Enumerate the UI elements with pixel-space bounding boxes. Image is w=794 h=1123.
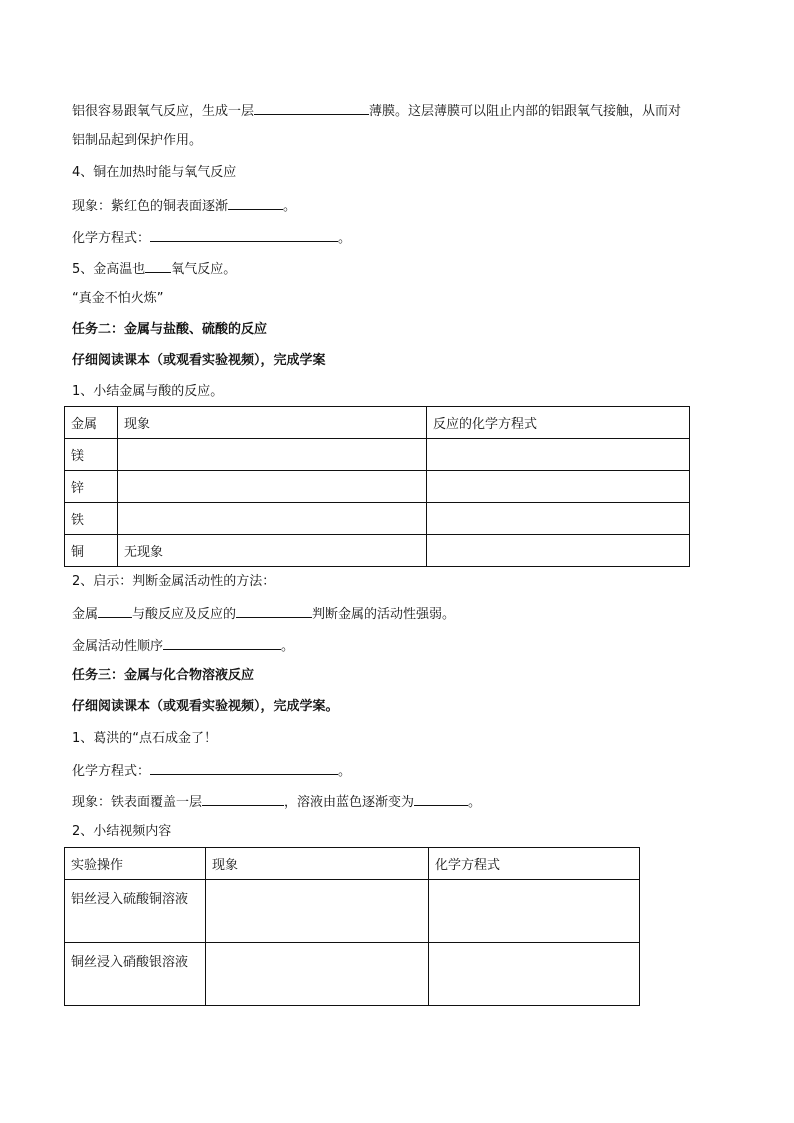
- metal-cell: 铜: [65, 535, 118, 567]
- text: 金属: [72, 607, 99, 622]
- text: 。: [281, 639, 295, 654]
- fill-blank[interactable]: [98, 603, 132, 618]
- fill-blank[interactable]: [163, 635, 281, 650]
- table-header: 化学方程式: [429, 848, 640, 880]
- text: 。: [468, 795, 482, 810]
- phenomenon-cell[interactable]: [206, 943, 429, 1006]
- copper-equation-line: [72, 227, 351, 249]
- copper-phenomenon-line: [72, 195, 296, 217]
- read-instruction-1: 仔细阅读课本（或观看实验视频），完成学案: [72, 353, 326, 368]
- equation-cell[interactable]: [429, 880, 640, 943]
- text: 。: [338, 231, 352, 246]
- fill-blank[interactable]: [145, 258, 171, 273]
- text: 。: [283, 199, 297, 214]
- aluminum-protection-line: 铝制品起到保护作用。: [72, 133, 203, 148]
- operation-cell: 铝丝浸入硫酸铜溶液: [65, 880, 206, 943]
- table-header: 金属: [65, 407, 118, 439]
- text: 化学方程式：: [72, 764, 151, 779]
- table-row: [65, 943, 640, 1006]
- table-row: [65, 503, 690, 535]
- metal-cell: 铁: [65, 503, 118, 535]
- summary-1-heading: 1、小结金属与酸的反应。: [72, 384, 224, 399]
- fill-blank[interactable]: [414, 791, 468, 806]
- phenomenon-cell[interactable]: [118, 471, 427, 503]
- activity-series-line: [72, 635, 294, 657]
- equation-cell[interactable]: [427, 471, 690, 503]
- proverb-line: “真金不怕火炼”: [72, 291, 164, 306]
- text: 现象：铁表面覆盖一层: [72, 795, 203, 810]
- gold-line: [72, 258, 236, 280]
- phenomenon-cell[interactable]: 无现象: [118, 535, 427, 567]
- table-header: 反应的化学方程式: [427, 407, 690, 439]
- equation-cell[interactable]: [427, 439, 690, 471]
- text: 化学方程式：: [72, 231, 151, 246]
- text: 判断金属的活动性强弱。: [312, 607, 456, 622]
- gehong-line: 1、葛洪的“点石成金了！: [72, 731, 218, 746]
- metal-cell: 镁: [65, 439, 118, 471]
- text: 5、金高温也: [72, 262, 146, 277]
- summary-2-heading: 2、小结视频内容: [72, 824, 172, 839]
- table-header: 现象: [118, 407, 427, 439]
- fill-blank[interactable]: [254, 100, 369, 115]
- text: 金属活动性顺序: [72, 639, 164, 654]
- text: 氧气反应。: [171, 262, 237, 277]
- text: 薄膜。这层薄膜可以阻止内部的铝跟氧气接触，从而对: [369, 104, 682, 119]
- text: ，溶液由蓝色逐渐变为: [284, 795, 415, 810]
- operation-cell: 铜丝浸入硝酸银溶液: [65, 943, 206, 1006]
- phenomenon-cell[interactable]: [118, 439, 427, 471]
- table-row: [65, 471, 690, 503]
- equation-cell[interactable]: [427, 503, 690, 535]
- equation-cell[interactable]: [429, 943, 640, 1006]
- fill-blank[interactable]: [236, 603, 312, 618]
- fill-blank[interactable]: [150, 227, 338, 242]
- table-header: 现象: [206, 848, 429, 880]
- task3-heading: 任务三：金属与化合物溶液反应: [72, 668, 255, 683]
- copper-heading: 4、铜在加热时能与氧气反应: [72, 165, 237, 180]
- fill-blank[interactable]: [150, 760, 338, 775]
- fill-blank[interactable]: [228, 195, 283, 210]
- text: 。: [338, 764, 352, 779]
- read-instruction-2: 仔细阅读课本（或观看实验视频），完成学案。: [72, 699, 339, 714]
- task2-heading: 任务二：金属与盐酸、硫酸的反应: [72, 322, 268, 337]
- table-header: 实验操作: [65, 848, 206, 880]
- table-row: [65, 535, 690, 567]
- table-row: [65, 880, 640, 943]
- hint-heading: 2、启示：判断金属活动性的方法：: [72, 574, 276, 589]
- metal-acid-table: [64, 406, 690, 567]
- text: 铝很容易跟氧气反应，生成一层: [72, 104, 255, 119]
- iron-phenomenon-line: [72, 791, 481, 813]
- fill-blank[interactable]: [202, 791, 284, 806]
- metal-cell: 锌: [65, 471, 118, 503]
- phenomenon-cell[interactable]: [118, 503, 427, 535]
- iron-equation-line: [72, 760, 351, 782]
- text: 现象：紫红色的铜表面逐渐: [72, 199, 229, 214]
- equation-cell[interactable]: [427, 535, 690, 567]
- activity-method-line: [72, 603, 455, 625]
- metal-solution-table: [64, 847, 640, 1006]
- text: 与酸反应及反应的: [132, 607, 237, 622]
- table-row: [65, 439, 690, 471]
- aluminum-oxide-sentence: [72, 100, 681, 122]
- phenomenon-cell[interactable]: [206, 880, 429, 943]
